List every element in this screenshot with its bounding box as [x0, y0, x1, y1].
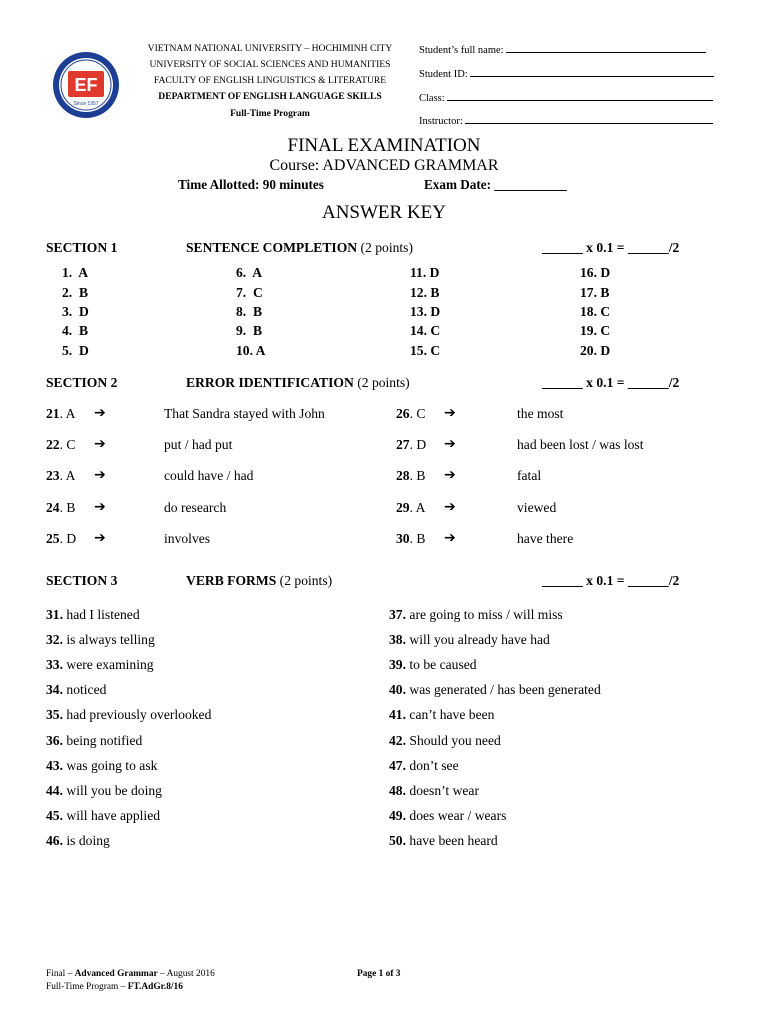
section2-score: ______ x 0.1 = ______/2 — [542, 375, 680, 390]
section3-answer: 40. was generated / has been generated — [389, 682, 601, 697]
logo-since: Since 1957 — [73, 101, 99, 107]
section3-answer: 42. Should you need — [389, 733, 501, 748]
section2-correction: put / had put — [164, 437, 233, 452]
section2-correction: could have / had — [164, 468, 254, 483]
section3-answer: 50. have been heard — [389, 833, 498, 848]
section2-correction: viewed — [517, 500, 557, 515]
section1-answer: 1. A — [62, 265, 89, 280]
section2-correction: have there — [517, 531, 574, 546]
arrow-right-icon: ➔ — [94, 530, 106, 546]
arrow-right-icon: ➔ — [444, 405, 456, 421]
section1-answer: 4. B — [62, 323, 89, 338]
section1-answer: 13. D — [410, 304, 441, 319]
section3-answer: 46. is doing — [46, 833, 110, 848]
header-department: DEPARTMENT OF ENGLISH LANGUAGE SKILLS — [158, 91, 382, 102]
arrow-right-icon: ➔ — [444, 467, 456, 483]
section1-answer: 16. D — [580, 265, 611, 280]
course-title: Course: ADVANCED GRAMMAR — [269, 157, 499, 174]
section3-answer: 48. doesn’t wear — [389, 783, 479, 798]
header-program: Full-Time Program — [230, 108, 310, 119]
section3-answer: 43. was going to ask — [46, 758, 158, 773]
exam-title: FINAL EXAMINATION — [287, 135, 481, 156]
section3-answer: 47. don’t see — [389, 758, 459, 773]
section1-answer: 20. D — [580, 343, 611, 358]
section2-correction: do research — [164, 500, 227, 515]
section1-title: SENTENCE COMPLETION (2 points) — [186, 240, 413, 255]
section1-answer: 10. A — [236, 343, 266, 358]
section2-title: ERROR IDENTIFICATION (2 points) — [186, 375, 410, 390]
section2-correction: fatal — [517, 468, 542, 483]
section1-answer: 15. C — [410, 343, 441, 358]
header-faculty: FACULTY OF ENGLISH LINGUISTICS & LITERATURE — [153, 75, 387, 86]
footer-line-2: Full-Time Program – FT.AdGr.8/16 — [46, 982, 183, 992]
instructor-field[interactable]: Instructor: — [419, 115, 713, 127]
section2-correction: had been lost / was lost — [517, 437, 644, 452]
section1-answer: 18. C — [580, 304, 611, 319]
section3-label: SECTION 3 — [46, 573, 118, 588]
exam-date: Exam Date: ___________ — [424, 177, 567, 192]
section3-answer: 35. had previously overlooked — [46, 707, 212, 722]
section1-answer: 9. B — [236, 323, 263, 338]
section2-item-number: 21. A — [46, 406, 76, 421]
section1-answer: 6. A — [236, 265, 263, 280]
answer-key-title: ANSWER KEY — [321, 202, 447, 223]
section1-answer: 5. D — [62, 343, 89, 358]
arrow-right-icon: ➔ — [94, 405, 106, 421]
section2-item-number: 26. C — [396, 406, 426, 421]
class-field[interactable]: Class: — [419, 92, 713, 104]
section1-answer: 11. D — [410, 265, 440, 280]
logo-text: EF — [74, 75, 98, 95]
section3-answer: 38. will you already have had — [389, 632, 550, 647]
section3-answer: 33. were examining — [46, 657, 154, 672]
section3-answer: 36. being notified — [46, 733, 143, 748]
section2-item-number: 28. B — [396, 468, 426, 483]
section3-title: VERB FORMS (2 points) — [186, 573, 333, 588]
section2-correction: the most — [517, 406, 564, 421]
header-university-1: VIETNAM NATIONAL UNIVERSITY – HOCHIMINH CITY — [147, 43, 393, 54]
section3-answer: 49. does wear / wears — [389, 808, 507, 823]
section2-item-number: 25. D — [46, 531, 77, 546]
footer-line-1: Final – Advanced Grammar – August 2016 — [46, 969, 215, 979]
section3-answer: 45. will have applied — [46, 808, 161, 823]
arrow-right-icon: ➔ — [94, 499, 106, 515]
section1-answer: 3. D — [62, 304, 89, 319]
section2-item-number: 23. A — [46, 468, 76, 483]
arrow-right-icon: ➔ — [444, 436, 456, 452]
section1-score: ______ x 0.1 = ______/2 — [542, 240, 680, 255]
section1-answer: 14. C — [410, 323, 441, 338]
section2-correction: involves — [164, 531, 211, 546]
section3-answer: 32. is always telling — [46, 632, 155, 647]
section3-answer: 41. can’t have been — [389, 707, 495, 722]
section1-answer: 7. C — [236, 285, 263, 300]
section2-item-number: 24. B — [46, 500, 76, 515]
section3-answer: 44. will you be doing — [46, 783, 162, 798]
arrow-right-icon: ➔ — [94, 436, 106, 452]
student-name-field[interactable]: Student’s full name: — [419, 44, 706, 56]
time-allotted: Time Allotted: 90 minutes — [178, 177, 324, 192]
section2-correction: That Sandra stayed with John — [164, 406, 325, 421]
header-university-2: UNIVERSITY OF SOCIAL SCIENCES AND HUMANITIES — [149, 59, 391, 70]
section1-answer: 2. B — [62, 285, 89, 300]
page-number: Page 1 of 3 — [357, 969, 401, 979]
section1-answer: 19. C — [580, 323, 611, 338]
section3-answer: 39. to be caused — [389, 657, 477, 672]
section3-answer: 31. had I listened — [46, 607, 140, 622]
arrow-right-icon: ➔ — [444, 530, 456, 546]
section2-item-number: 27. D — [396, 437, 427, 452]
section3-answer: 37. are going to miss / will miss — [389, 607, 563, 622]
student-id-field[interactable]: Student ID: — [419, 68, 714, 80]
section1-answer: 8. B — [236, 304, 263, 319]
section2-item-number: 22. C — [46, 437, 76, 452]
university-logo — [52, 51, 120, 119]
section1-label: SECTION 1 — [46, 240, 118, 255]
section1-answer: 17. B — [580, 285, 610, 300]
arrow-right-icon: ➔ — [444, 499, 456, 515]
section2-label: SECTION 2 — [46, 375, 118, 390]
section3-answer: 34. noticed — [46, 682, 107, 697]
arrow-right-icon: ➔ — [94, 467, 106, 483]
section1-answer: 12. B — [410, 285, 440, 300]
section2-item-number: 29. A — [396, 500, 426, 515]
section2-item-number: 30. B — [396, 531, 426, 546]
section3-score: ______ x 0.1 = ______/2 — [542, 573, 680, 588]
